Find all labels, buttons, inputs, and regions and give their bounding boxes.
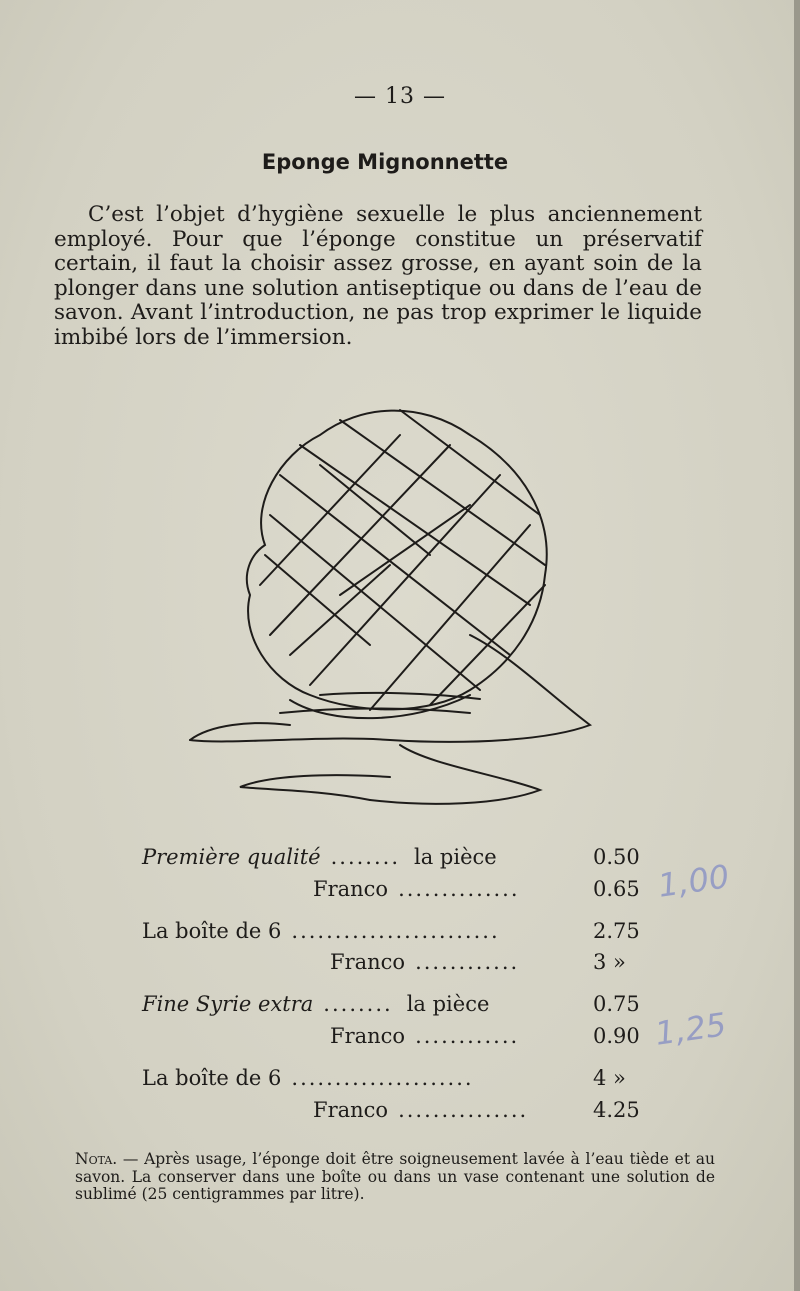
sponge-drawing-icon: [170, 395, 610, 825]
price-row: [142, 845, 497, 869]
price-label: La boîte de 6: [142, 1066, 282, 1090]
price-leader-dots: ............: [415, 950, 520, 974]
price-value: 0.90: [593, 1024, 640, 1048]
price-label: Fine Syrie extra: [142, 992, 314, 1016]
footnote-text: — Après usage, l’éponge doit être soigneusement lavée à l’eau tiède et au savon. La conserver dans une boîte ou dans un vase contenant une solution de sublimé (25 centigrammes par litre).: [75, 1150, 715, 1203]
handwritten-price: 1,25: [652, 1005, 729, 1053]
price-leader-dots: ............: [415, 1024, 520, 1048]
price-row: [142, 1066, 474, 1090]
price-row: [330, 950, 519, 974]
handwritten-price: 1,00: [655, 857, 732, 905]
price-value: 4.25: [593, 1098, 640, 1122]
price-label: Franco: [330, 950, 406, 974]
price-leader-dots: ........: [330, 845, 400, 869]
price-value: 0.65: [593, 877, 640, 901]
price-leader-dots: .....................: [291, 1066, 474, 1090]
price-leader-dots: ...............: [398, 1098, 529, 1122]
price-value: 3 »: [593, 950, 626, 974]
price-label: Première qualité: [142, 845, 321, 869]
body-paragraph: C’est l’objet d’hygiène sexuelle le plus anciennement employé. Pour que l’éponge constitue un préservatif certain, il faut la choisir assez grosse, en ayant soin de la plonger dans une solution antiseptique ou dans de l’eau de savon. Avant l’introduction, ne pas trop exprimer le liquide imbibé lors de l’immersion.: [54, 202, 702, 350]
price-label: Franco: [330, 1024, 406, 1048]
page-title: Eponge Mignonnette: [261, 150, 509, 174]
price-value: 0.75: [593, 992, 640, 1016]
page-edge: [794, 0, 800, 1291]
price-row: [313, 1098, 528, 1122]
price-leader-dots: ..............: [398, 877, 520, 901]
price-value: 4 »: [593, 1066, 626, 1090]
price-label: La boîte de 6: [142, 919, 282, 943]
page-number: — 13 —: [354, 84, 446, 109]
price-row: [142, 919, 500, 943]
price-leader-dots: ........................: [291, 919, 500, 943]
footnote: [75, 1151, 715, 1204]
price-value: 0.50: [593, 845, 640, 869]
price-row: [142, 992, 489, 1016]
price-unit: la pièce: [414, 845, 497, 869]
price-leader-dots: ........: [323, 992, 393, 1016]
price-label: Franco: [313, 877, 389, 901]
price-value: 2.75: [593, 919, 640, 943]
price-unit: la pièce: [406, 992, 490, 1016]
footnote-label: Nota.: [75, 1150, 118, 1168]
price-row: [313, 877, 520, 901]
price-label: Franco: [313, 1098, 389, 1122]
price-row: [330, 1024, 519, 1048]
